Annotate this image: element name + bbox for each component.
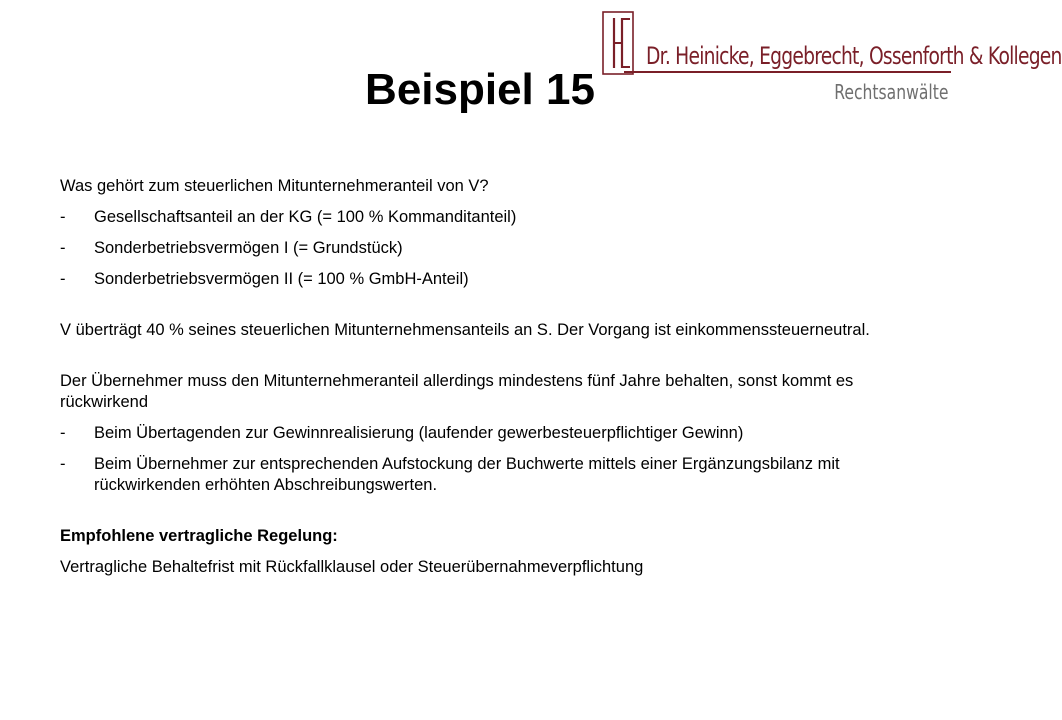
bullet-dash: - bbox=[60, 455, 66, 473]
list-item bbox=[60, 238, 905, 259]
list-item bbox=[60, 423, 905, 444]
list-item bbox=[60, 207, 905, 228]
slide-title: Beispiel 15 bbox=[365, 65, 595, 114]
firm-tagline: Rechtsanwälte bbox=[833, 80, 948, 104]
bullet-dash: - bbox=[60, 239, 66, 257]
list-item-text: Sonderbetriebsvermögen I (= Grundstück) bbox=[94, 239, 403, 257]
bullet-dash: - bbox=[60, 208, 66, 226]
list-item bbox=[60, 454, 905, 496]
bullet-dash: - bbox=[60, 424, 66, 442]
firm-name: Dr. Heinicke, Eggebrecht, Ossenforth & Kollegen bbox=[646, 42, 1062, 70]
transfer-paragraph: V überträgt 40 % seines steuerlichen Mitunternehmensanteils an S. Der Vorgang ist einkommenssteuerneutral. bbox=[60, 321, 870, 339]
list-item-text: Beim Übertagenden zur Gewinnrealisierung (laufender gewerbesteuerpflichtiger Gewinn) bbox=[94, 424, 744, 442]
list-item-text: Beim Übernehmer zur entsprechenden Aufstockung der Buchwerte mittels einer Ergänzungsbilanz mit rückwirkenden erhöhten Abschreibungswerten. bbox=[94, 455, 840, 494]
holding-paragraph: Der Übernehmer muss den Mitunternehmeranteil allerdings mindestens fünf Jahre behalten, sonst kommt es rückwirkend bbox=[60, 372, 854, 411]
list-item bbox=[60, 269, 905, 290]
slide-body bbox=[60, 176, 905, 588]
list-item-text: Gesellschaftsanteil an der KG (= 100 % Kommanditanteil) bbox=[94, 208, 517, 226]
recommendation-heading: Empfohlene vertragliche Regelung: bbox=[60, 527, 338, 545]
spacer bbox=[60, 506, 905, 526]
spacer bbox=[60, 351, 905, 371]
bullet-dash: - bbox=[60, 270, 66, 288]
spacer bbox=[60, 300, 905, 320]
question-text: Was gehört zum steuerlichen Mitunternehmeranteil von V? bbox=[60, 177, 489, 195]
recommendation-text: Vertragliche Behaltefrist mit Rückfallklausel oder Steuerübernahmeverpflichtung bbox=[60, 558, 644, 576]
list-item-text: Sonderbetriebsvermögen II (= 100 % GmbH-Anteil) bbox=[94, 270, 469, 288]
